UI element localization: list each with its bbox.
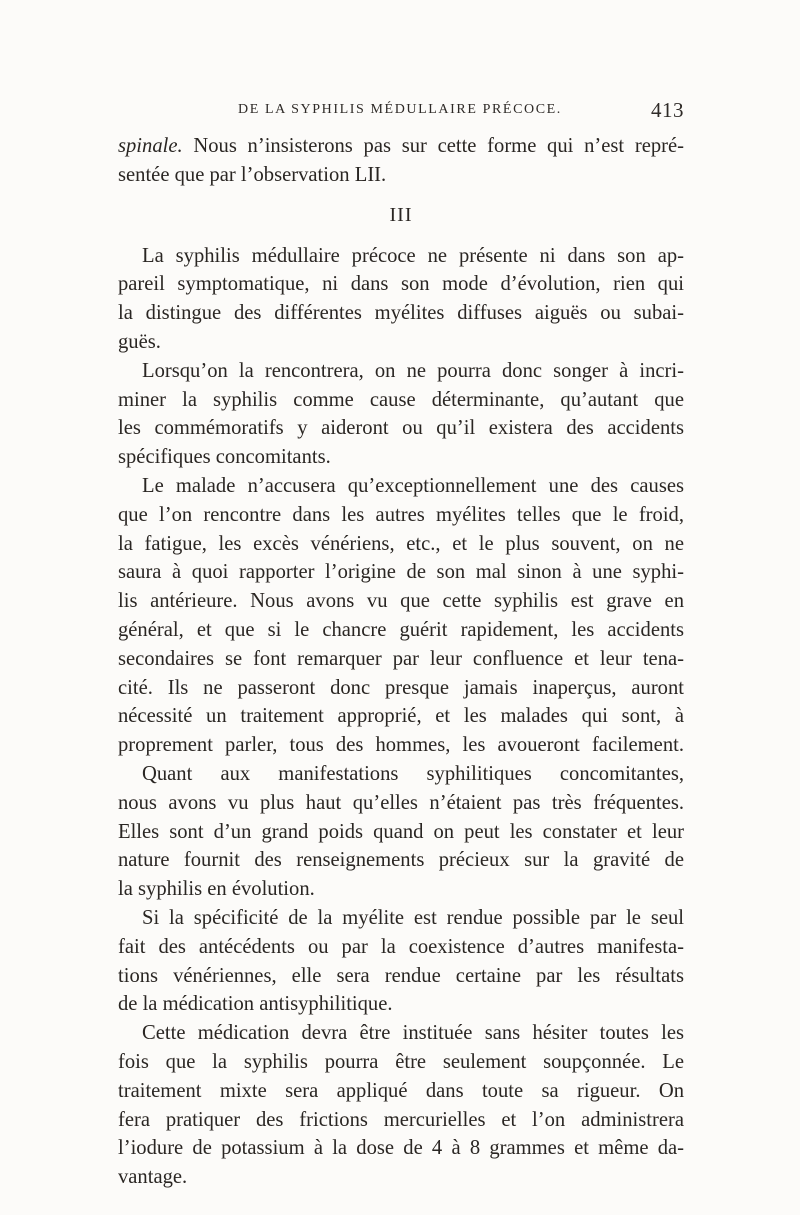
text-line: Le malade n’accusera qu’exceptionnellement une des causes <box>142 474 684 497</box>
text-line: nature fournit des renseignements précieux sur la gravité de <box>118 849 684 872</box>
paragraph <box>118 904 684 1019</box>
paragraph <box>118 242 684 357</box>
text-line: proprement parler, tous des hommes, les avoueront facilement. <box>118 734 684 757</box>
text-line: La syphilis médullaire précoce ne présente ni dans son ap- <box>142 244 684 267</box>
paragraph <box>118 357 684 472</box>
text-line: sentée que par l’observation LII. <box>118 163 387 186</box>
text-line: nous avons vu plus haut qu’elles n’étaient pas très fréquentes. <box>118 791 684 814</box>
text-line: Quant aux manifestations syphilitiques concomitantes, <box>142 762 684 785</box>
paragraph <box>118 472 684 760</box>
text-line: que l’on rencontre dans les autres myélites telles que le froid, <box>118 503 684 526</box>
text-line <box>118 132 684 161</box>
text-line: l’iodure de potassium à la dose de 4 à 8 grammes et même da- <box>118 1137 684 1160</box>
text-line: pareil symptomatique, ni dans son mode d’évolution, rien qui <box>118 273 684 296</box>
page-number: 413 <box>651 98 684 122</box>
text-line: vantage. <box>118 1166 188 1189</box>
text-line: la syphilis en évolution. <box>118 878 315 901</box>
text-line: la distingue des différentes myélites diffuses aiguës ou subai- <box>118 302 684 325</box>
text-line: tions vénériennes, elle sera rendue certaine par les résultats <box>118 964 684 987</box>
text-line: Si la spécificité de la myélite est rendue possible par le seul <box>142 906 684 929</box>
text-line: les commémoratifs y aideront ou qu’il existera des accidents <box>118 417 684 440</box>
text-line: Cette médication devra être instituée sans hésiter toutes les <box>142 1022 684 1045</box>
paragraph <box>118 760 684 904</box>
text-line: nécessité un traitement approprié, et les malades qui sont, à <box>118 705 684 728</box>
paragraph <box>118 1019 684 1192</box>
italic-word: spinale. <box>118 135 183 157</box>
text-line: secondaires se font remarquer par leur confluence et leur tena- <box>118 647 684 670</box>
body-text <box>118 132 684 1192</box>
text-line: fera pratiquer des frictions mercurielles et l’on administrera <box>118 1108 684 1131</box>
text-line: de la médication antisyphilitique. <box>118 993 393 1016</box>
text-line: fois que la syphilis pourra être seulement soupçonnée. Le <box>118 1050 684 1073</box>
text-line: spécifiques concomitants. <box>118 446 331 469</box>
running-title: DE LA SYPHILIS MÉDULLAIRE PRÉCOCE. <box>238 102 562 117</box>
text-line: cité. Ils ne passeront donc presque jamais inaperçus, auront <box>118 676 684 699</box>
text-line: Elles sont d’un grand poids quand on peut les constater et leur <box>118 820 684 843</box>
text-line: la fatigue, les excès vénériens, etc., et le plus souvent, on ne <box>118 532 684 555</box>
text-line: miner la syphilis comme cause déterminante, qu’autant que <box>118 388 684 411</box>
text-line: général, et que si le chancre guérit rapidement, les accidents <box>118 618 684 641</box>
text-line: fait des antécédents ou par la coexistence d’autres manifesta- <box>118 935 684 958</box>
text-line: saura à quoi rapporter l’origine de son mal sinon à une syphi- <box>118 561 684 584</box>
text-line: guës. <box>118 330 161 353</box>
text-line: lis antérieure. Nous avons vu que cette syphilis est grave en <box>118 590 684 613</box>
text-line: traitement mixte sera appliqué dans toute sa rigueur. On <box>118 1079 684 1102</box>
page-header <box>118 98 684 126</box>
text-fragment: Nous n’insisterons pas sur cette forme qui n’est repré- <box>182 135 684 157</box>
text-line: Lorsqu’on la rencontrera, on ne pourra donc songer à incri- <box>142 359 684 382</box>
section-numeral: III <box>389 203 413 226</box>
